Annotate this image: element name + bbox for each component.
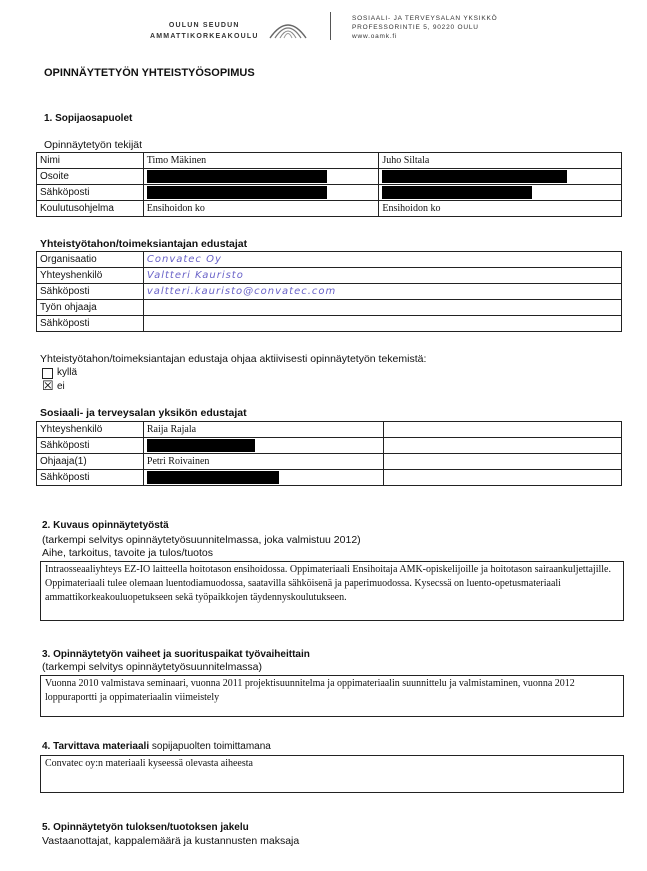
table-row xyxy=(37,169,622,185)
unit-line1: SOSIAALI- JA TERVEYSALAN YKSIKKÖ xyxy=(352,15,498,22)
table-row xyxy=(37,422,622,438)
partner-organisation: Convatec Oy xyxy=(143,252,621,268)
row-label: Työn ohjaaja xyxy=(37,300,144,316)
author2-name: Juho Siltala xyxy=(379,153,622,169)
row-label: Ohjaaja(1) xyxy=(37,454,144,470)
author1-email-redacted xyxy=(143,185,379,201)
header-divider xyxy=(330,12,331,40)
row-label: Nimi xyxy=(37,153,144,169)
unit-supervisor-email-redacted xyxy=(143,470,383,486)
authors-heading: Opinnäytetyön tekijät xyxy=(44,139,143,151)
table-row xyxy=(37,284,622,300)
table-row xyxy=(37,268,622,284)
unit-contact: Raija Rajala xyxy=(143,422,383,438)
row-label: Sähköposti xyxy=(37,284,144,300)
partner-table xyxy=(36,251,622,332)
unit-reps-table xyxy=(36,421,622,486)
guidance-question: Yhteistyötahon/toimeksiantajan edustaja ohjaa aktiivisesti opinnäytetyön tekemistä: xyxy=(40,353,427,365)
partner-email: valtteri.kauristo@convatec.com xyxy=(143,284,621,300)
author1-name: Timo Mäkinen xyxy=(143,153,379,169)
row-label: Sähköposti xyxy=(37,316,144,332)
table-row xyxy=(37,438,622,454)
section1-heading: 1. Sopijaosapuolet xyxy=(44,113,133,124)
table-row xyxy=(37,201,622,217)
table-row xyxy=(37,470,622,486)
checkbox-no-checked[interactable]: ☒ xyxy=(42,378,54,393)
row-label: Koulutusohjelma xyxy=(37,201,144,217)
unit-address xyxy=(352,14,498,41)
empty-cell xyxy=(383,438,621,454)
empty-cell xyxy=(383,454,621,470)
authors-table xyxy=(36,152,622,217)
unit-line2: PROFESSORINTIE 5, 90220 OULU xyxy=(352,24,479,31)
section3-description: Vuonna 2010 valmistava seminaari, vuonna 2011 projektisuunnitelma ja oppimateriaalin suunnittelu ja valmistaminen, vuonna 2012 loppuraportti ja oppimateriaalin viimeistely xyxy=(40,675,624,717)
row-label: Yhteyshenkilö xyxy=(37,268,144,284)
section4-description: Convatec oy:n materiaali kyseessä olevasta aiheesta xyxy=(40,755,624,793)
partner-heading: Yhteistyötahon/toimeksiantajan edustajat xyxy=(40,238,248,250)
author2-email-redacted xyxy=(379,185,622,201)
author2-address-redacted xyxy=(379,169,622,185)
row-label: Sähköposti xyxy=(37,185,144,201)
unit-contact-email-redacted xyxy=(143,438,383,454)
school-name-line1: OULUN SEUDUN xyxy=(168,22,240,29)
table-row xyxy=(37,185,622,201)
document-title: OPINNÄYTETYÖN YHTEISTYÖSOPIMUS xyxy=(44,67,255,79)
row-label: Osoite xyxy=(37,169,144,185)
section4-heading-rest: sopijapuolten toimittamana xyxy=(151,741,271,752)
unit-supervisor: Petri Roivainen xyxy=(143,454,383,470)
section3-heading: 3. Opinnäytetyön vaiheet ja suorituspaikat työvaiheittain xyxy=(42,649,310,660)
section5-heading: 5. Opinnäytetyön tuloksen/tuotoksen jakelu xyxy=(42,822,249,833)
row-label: Sähköposti xyxy=(37,438,144,454)
author1-program: Ensihoidon ko xyxy=(143,201,379,217)
section2-description: Intraosseaaliyhteys EZ-IO laitteella hoitotason ensihoidossa. Oppimateriaali Ensihoitaja AMK-opiskelijoille ja hoitotason sairaankuljettajille. Oppimateriaali tulee olemaan luentodiamuodossa, saatavilla sähköisenä ja paperimuodossa. Kysecssä on luento-opetusmateriaali ammattikorkeakouluopetukseen sekä työpaikkojen täydennyskoulutukseen. xyxy=(40,561,624,621)
partner-contact: Valtteri Kauristo xyxy=(143,268,621,284)
empty-cell xyxy=(383,470,621,486)
school-name-line2: AMMATTIKORKEAKOULU xyxy=(150,33,259,40)
table-row xyxy=(37,252,622,268)
school-logo-icon xyxy=(268,14,308,40)
author1-address-redacted xyxy=(143,169,379,185)
table-row xyxy=(37,300,622,316)
unit-line3: www.oamk.fi xyxy=(352,33,398,40)
checkbox-no-label: ei xyxy=(57,381,65,392)
section4-heading xyxy=(42,741,271,752)
section3-note: (tarkempi selvitys opinnäytetyösuunnitelmassa) xyxy=(42,661,263,673)
checkbox-yes-label: kyllä xyxy=(57,367,78,378)
partner-supervisor xyxy=(143,300,621,316)
section4-heading-main: 4. Tarvittava materiaali xyxy=(42,741,150,752)
section2-heading: 2. Kuvaus opinnäytetyöstä xyxy=(42,520,169,531)
row-label: Sähköposti xyxy=(37,470,144,486)
author2-program: Ensihoidon ko xyxy=(379,201,622,217)
unit-reps-heading: Sosiaali- ja terveysalan yksikön edustajat xyxy=(40,407,247,419)
section2-sub: Aihe, tarkoitus, tavoite ja tulos/tuotos xyxy=(42,547,214,559)
empty-cell xyxy=(383,422,621,438)
section2-note: (tarkempi selvitys opinnäytetyösuunnitelmassa, joka valmistuu 2012) xyxy=(42,534,361,546)
partner-supervisor-email xyxy=(143,316,621,332)
table-row xyxy=(37,454,622,470)
table-row xyxy=(37,153,622,169)
school-name xyxy=(150,20,259,42)
table-row xyxy=(37,316,622,332)
section5-sub: Vastaanottajat, kappalemäärä ja kustannusten maksaja xyxy=(42,835,300,847)
row-label: Yhteyshenkilö xyxy=(37,422,144,438)
row-label: Organisaatio xyxy=(37,252,144,268)
